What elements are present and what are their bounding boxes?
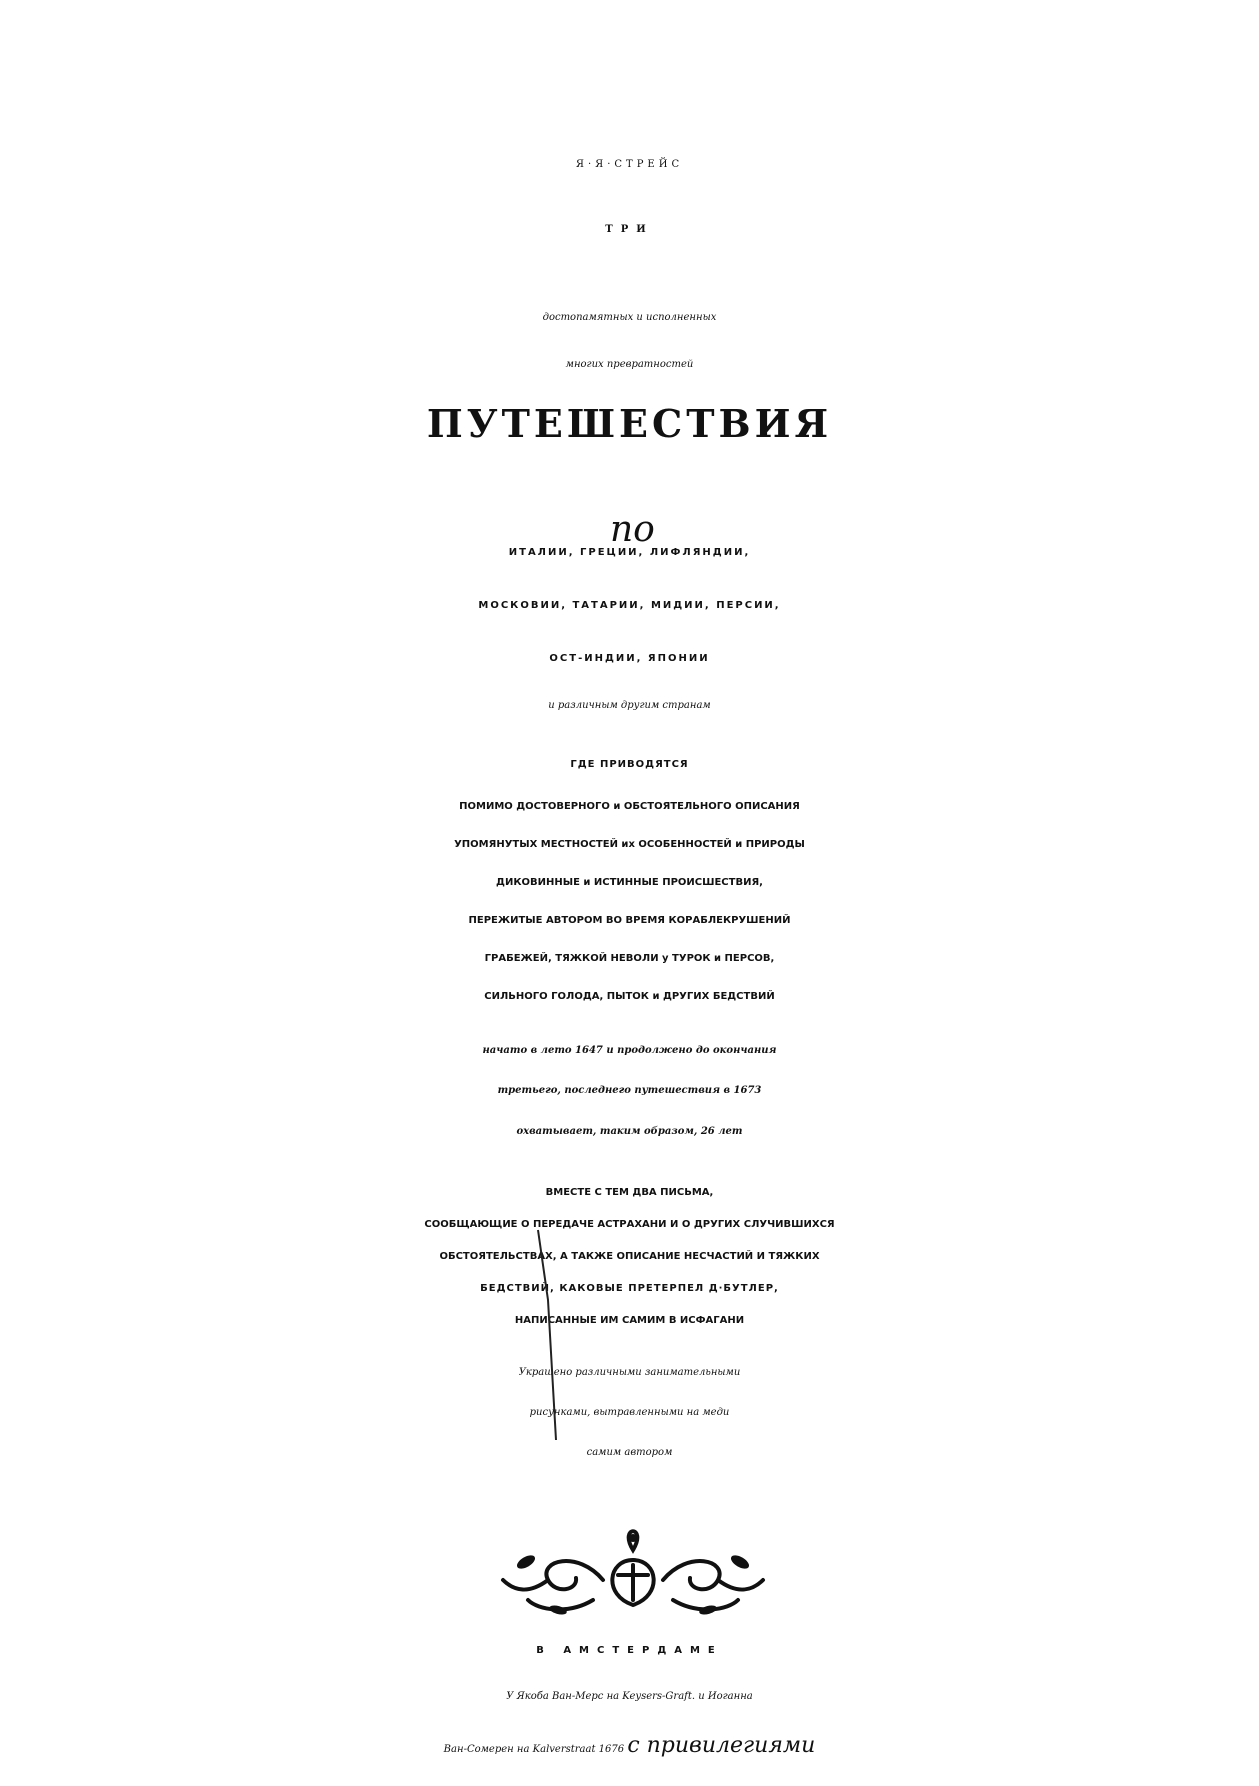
illustrations-line-3: самим автором [586, 1447, 673, 1458]
number-word: ТРИ [605, 224, 654, 235]
floral-ornament-icon [498, 1520, 768, 1620]
main-title: ПУТЕШЕСТВИЯ [426, 401, 833, 446]
dates-line-3: охватывает, таким образом, 26 лет [516, 1126, 743, 1137]
subtitle-line-2: многих превратностей [565, 359, 694, 370]
letters-line: ВМЕСТЕ С ТЕМ ДВА ПИСЬМА, [545, 1187, 714, 1198]
city-imprint: В АМСТЕРДАМЕ [536, 1645, 723, 1656]
publisher-line-1: У Якоба Ван-Мерс на Keysers-Graft. и Иоганна [506, 1691, 753, 1702]
publisher-line-2 [0, 1735, 1259, 1757]
illustrations-line-1: Украшено различными занимательными [518, 1367, 741, 1378]
publisher-line-2-main: Ван-Сомерен на Kalverstraat 1676 [443, 1744, 625, 1755]
countries-line-3: ОСТ-ИНДИИ, ЯПОНИИ [549, 653, 710, 664]
description-line: СИЛЬНОГО ГОЛОДА, ПЫТОК и ДРУГИХ БЕДСТВИЙ [484, 991, 775, 1002]
countries-line-2: МОСКОВИИ, ТАТАРИИ, МИДИИ, ПЕРСИИ, [478, 600, 781, 611]
dates-line-2: третьего, последнего путешествия в 1673 [497, 1085, 762, 1096]
subtitle-line-1: достопамятных и исполненных [542, 312, 717, 323]
preposition-po: по [610, 509, 655, 550]
description-line: ПОМИМО ДОСТОВЕРНОГО и ОБСТОЯТЕЛЬНОГО ОПИСАНИЯ [459, 801, 800, 812]
letters-line: СООБЩАЮЩИЕ О ПЕРЕДАЧЕ АСТРАХАНИ И О ДРУГИХ СЛУЧИВШИХСЯ [424, 1219, 835, 1230]
author-name: Я·Я·СТРЕЙС [575, 159, 684, 170]
description-heading: ГДЕ ПРИВОДЯТСЯ [570, 759, 689, 770]
illustrations-line-2: рисунками, вытравленными на меди [529, 1407, 730, 1418]
description-line: ГРАБЕЖЕЙ, ТЯЖКОЙ НЕВОЛИ у ТУРОК и ПЕРСОВ, [484, 953, 775, 964]
privilege-note: с привилегиями [627, 1733, 816, 1758]
letters-line: ОБСТОЯТЕЛЬСТВАХ, А ТАКЖЕ ОПИСАНИЕ НЕСЧАСТИЙ И ТЯЖКИХ [439, 1251, 820, 1262]
letters-line: БЕДСТВИЙ, КАКОВЫЕ ПРЕТЕРПЕЛ Д·БУТЛЕР, [480, 1283, 779, 1294]
description-line: УПОМЯНУТЫХ МЕСТНОСТЕЙ их ОСОБЕННОСТЕЙ и ПРИРОДЫ [454, 839, 805, 850]
description-line: ПЕРЕЖИТЫЕ АВТОРОМ ВО ВРЕМЯ КОРАБЛЕКРУШЕНИЙ [468, 915, 791, 926]
countries-line-1: ИТАЛИИ, ГРЕЦИИ, ЛИФЛЯНДИИ, [508, 547, 751, 558]
countries-line-4: и различным другим странам [548, 700, 711, 711]
dates-line-1: начато в лето 1647 и продолжено до окончания [482, 1045, 777, 1056]
description-line: ДИКОВИННЫЕ и ИСТИННЫЕ ПРОИСШЕСТВИЯ, [496, 877, 763, 888]
letters-line: НАПИСАННЫЕ ИМ САМИМ В ИСФАГАНИ [514, 1315, 745, 1326]
